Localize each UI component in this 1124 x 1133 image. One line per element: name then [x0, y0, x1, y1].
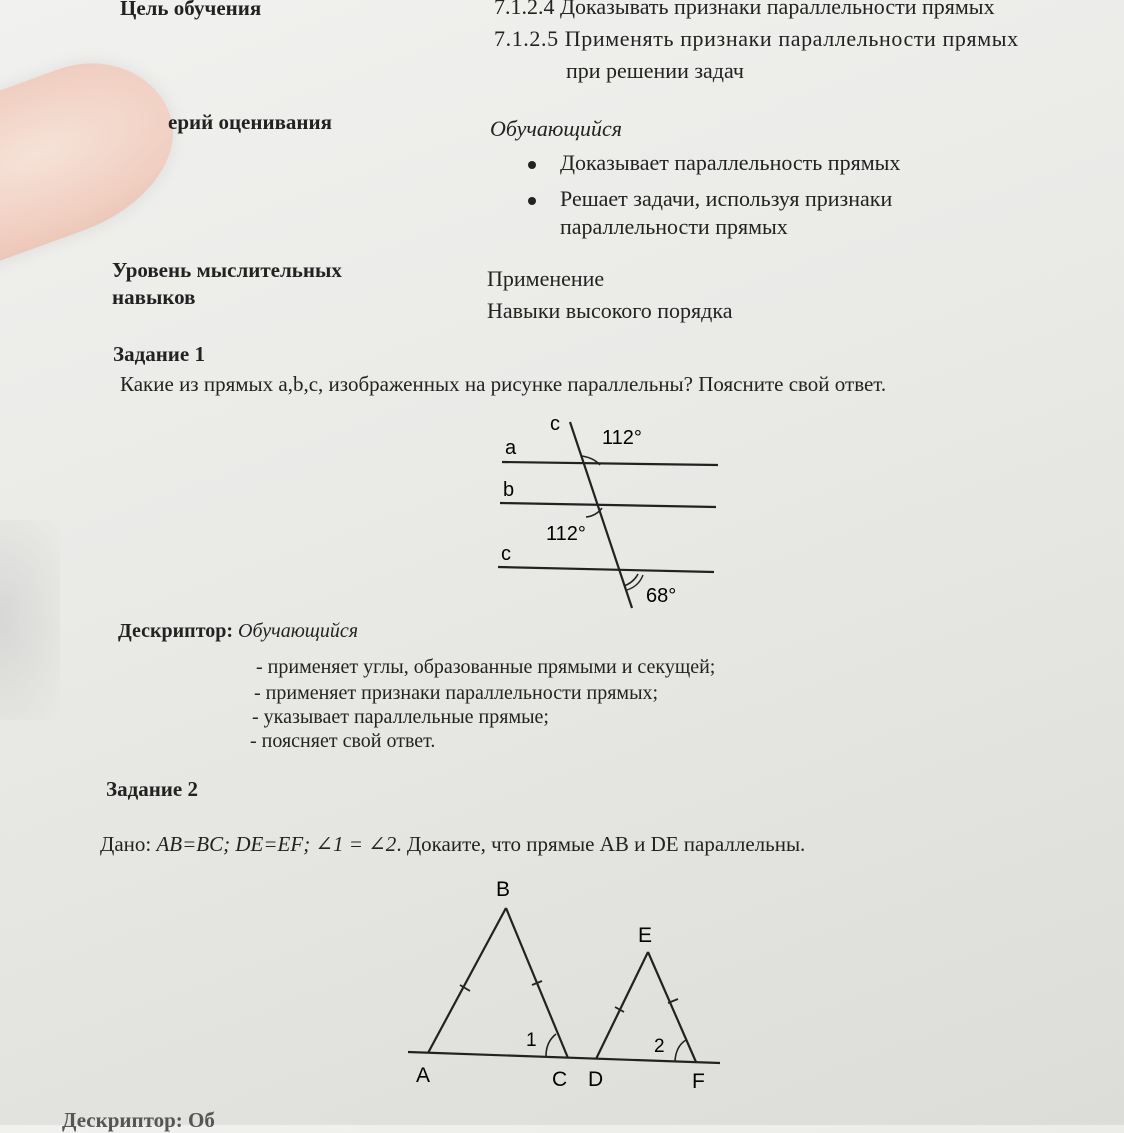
angle-top-label: 112°	[602, 427, 642, 449]
criteria-item-2-cont: параллельности прямых	[560, 214, 788, 239]
task2-title: Задание 2	[106, 777, 198, 801]
angle-bottom-label: 68°	[646, 585, 677, 607]
point-a-label: A	[416, 1064, 431, 1087]
line-c	[498, 567, 714, 572]
descriptor1-item-4: - поясняет свой ответ.	[250, 730, 436, 752]
descriptor1-item-3: - указывает параллельные прямые;	[252, 706, 549, 728]
point-c-label: C	[552, 1068, 568, 1091]
task1-title: Задание 1	[113, 342, 205, 366]
descriptor1-lead: Обучающийся	[238, 620, 359, 642]
task2-given-math: AB=BC; DE=EF; ∠1 = ∠2	[156, 832, 397, 856]
angle-1-label: 1	[526, 1030, 537, 1051]
goal-line-2: 7.1.2.5 Применять признаки параллельности прямых	[494, 26, 1019, 51]
descriptor1-item-2: - применяет признаки параллельности прямых;	[254, 682, 659, 704]
skills-value-1: Применение	[487, 266, 605, 291]
angle-2-label: 2	[654, 1036, 665, 1057]
descriptor1-header	[118, 620, 358, 643]
point-b-label: B	[496, 878, 511, 901]
base-line	[408, 1052, 720, 1063]
angle-1-arc	[546, 1034, 556, 1056]
criteria-item-2: Решает задачи, используя признаки	[528, 186, 892, 212]
point-e-label: E	[638, 924, 653, 947]
goal-label: Цель обучения	[120, 0, 262, 20]
line-a-label: a	[505, 437, 517, 459]
transversal	[570, 422, 632, 608]
side-ab	[428, 908, 506, 1053]
skills-label-1: Уровень мыслительных	[112, 258, 342, 282]
criteria-label: ерий оценивания	[168, 110, 332, 134]
triangles-figure	[400, 872, 730, 1094]
task1-question: Какие из прямых a,b,c, изображенных на рисунке параллельны? Поясните свой ответ.	[120, 372, 887, 396]
task2-given	[100, 832, 805, 857]
line-c-label: c	[501, 543, 511, 565]
criteria-item-1: Доказывает параллельность прямых	[528, 150, 900, 176]
task2-given-rest: . Докаите, что прямые AB и DE параллельны.	[396, 832, 806, 856]
line-b	[500, 503, 716, 507]
point-f-label: F	[692, 1070, 705, 1093]
skills-label-2: навыков	[112, 285, 196, 309]
parallel-lines-figure	[490, 410, 730, 615]
point-d-label: D	[588, 1068, 604, 1091]
task2-given-prefix: Дано:	[100, 832, 152, 856]
angle-middle-label: 112°	[546, 523, 586, 545]
bullet-icon	[528, 197, 536, 205]
angle-2-arc	[675, 1040, 686, 1061]
goal-line-1: 7.1.2.4 Доказывать признаки параллельности прямых	[494, 0, 995, 19]
transversal-label: c	[550, 413, 560, 435]
line-a	[502, 462, 718, 465]
skills-value-2: Навыки высокого порядка	[487, 298, 733, 323]
descriptor1-label: Дескриптор:	[118, 620, 234, 642]
bullet-icon	[528, 161, 536, 169]
side-de	[596, 952, 648, 1059]
thumb-shadow	[0, 520, 60, 720]
criteria-lead: Обучающийся	[490, 116, 623, 141]
angle-arc-bottom	[624, 574, 638, 586]
descriptor1-item-1: - применяет углы, образованные прямыми и секущей;	[256, 656, 716, 678]
line-b-label: b	[503, 479, 515, 501]
footer-cut-text: Дескриптор: Об	[62, 1108, 215, 1132]
goal-line-3: при решении задач	[566, 58, 744, 83]
